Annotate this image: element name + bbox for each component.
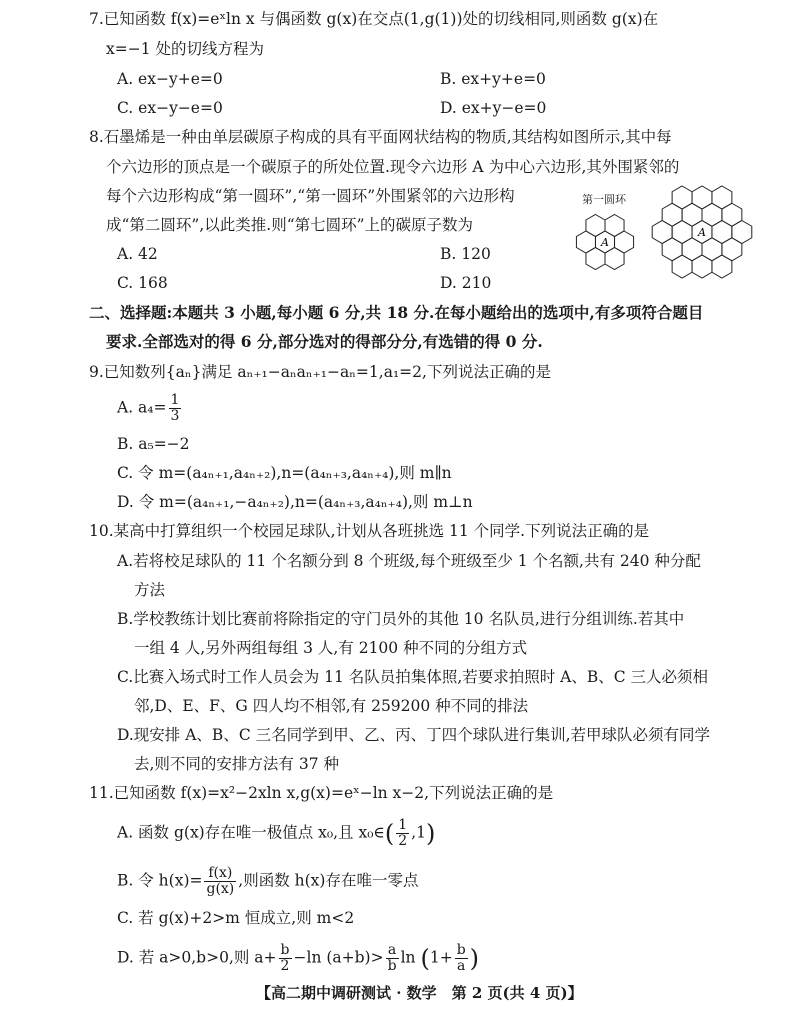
q11-option-b-denominator: g(x) (206, 881, 235, 897)
q8-option-a: A. 42 (117, 245, 158, 263)
q8-option-b: B. 120 (440, 245, 491, 263)
q11-option-d-numerator-3: b (456, 942, 466, 958)
q7-option-a: A. ex−y+e=0 (117, 70, 223, 88)
q11-option-d-denominator-2: b (387, 958, 397, 974)
q8-stem-line-2: 个六边形的顶点是一个碳原子的所处位置.现令六边形 A 为中心六边形,其外围紧邻的 (106, 158, 680, 176)
q9-option-a-numerator: 1 (170, 392, 180, 408)
q10-stem: 10.某高中打算组织一个校园足球队,计划从各班挑选 11 个同学.下列说法正确的是 (89, 522, 650, 540)
q8-stem-line-3: 每个六边形构成“第一圆环”,“第一圆环”外围紧邻的六边形构 (106, 187, 515, 205)
q10-option-a-line-2: 方法 (134, 581, 166, 599)
q9-option-a-prefix: A. a₄= (117, 398, 167, 417)
q10-option-d-line-1: D.现安排 A、B、C 三名同学到甲、乙、丙、丁四个球队进行集训,若甲球队必须有同学 (117, 726, 711, 744)
q11-option-d (117, 943, 479, 974)
q8-option-c: C. 168 (117, 274, 168, 292)
q10-option-b-line-1: B.学校教练计划比赛前将除指定的守门员外的其他 10 名队员,进行分组训练.若其中 (117, 610, 685, 628)
q11-option-d-fraction-3 (455, 943, 468, 974)
section-2-header-line-2: 要求.全部选对的得 6 分,部分选对的得部分分,有选错的得 0 分. (106, 332, 543, 351)
q11-option-b-fraction (204, 866, 236, 897)
q9-option-a-denominator: 3 (170, 408, 180, 424)
q9-option-b: B. a₅=−2 (117, 435, 190, 453)
q9-option-a-fraction (169, 393, 182, 424)
q11-option-a-fraction (396, 818, 409, 849)
q10-option-a-line-1: A.若将校足球队的 11 个名额分到 8 个班级,每个班级至少 1 个名额,共有 240 种分配 (117, 552, 701, 570)
hexagon-cell (615, 231, 634, 253)
q10-option-d-line-2: 去,则不同的安排方法有 37 种 (134, 755, 340, 773)
q9-option-a (117, 393, 183, 424)
q10-option-c-line-1: C.比赛入场式时工作人员会为 11 名队员拍集体照,若要求拍照时 A、B、C 三人必须相 (117, 668, 709, 686)
q11-option-d-fraction-1 (279, 943, 292, 974)
q11-option-d-denominator-3: a (456, 958, 466, 974)
q7-option-c: C. ex−y−e=0 (117, 99, 223, 117)
q11-option-a-close-paren: ) (426, 819, 436, 848)
q11-option-c: C. 若 g(x)+2>m 恒成立,则 m<2 (117, 909, 355, 927)
q11-option-d-ln: ln (400, 948, 416, 967)
q8-option-d: D. 210 (440, 274, 492, 292)
center-hexagon-label-small: A (601, 236, 609, 249)
q10-option-b-line-2: 一组 4 人,另外两组每组 3 人,有 2100 种不同的分组方式 (134, 639, 528, 657)
q11-option-d-numerator-2: a (386, 943, 399, 959)
q11-option-b-prefix: B. 令 h(x)= (117, 871, 203, 890)
q11-option-d-numerator-1: b (280, 942, 290, 958)
q9-option-c: C. 令 m=(a₄ₙ₊₁,a₄ₙ₊₂),n=(a₄ₙ₊₃,a₄ₙ₊₄),则 m∥n (117, 464, 452, 482)
q9-stem: 9.已知数列{aₙ}满足 aₙ₊₁−aₙaₙ₊₁−aₙ=1,a₁=2,下列说法正确的是 (89, 363, 551, 381)
center-hexagon-label-large: A (698, 226, 706, 239)
q11-option-b-suffix: ,则函数 h(x)存在唯一零点 (238, 871, 419, 890)
q8-stem-line-4: 成“第二圆环”,以此类推.则“第七圆环”上的碳原子数为 (106, 216, 474, 234)
q11-option-a-numerator: 1 (398, 817, 408, 833)
graphene-figure (568, 182, 788, 300)
q11-option-d-open-paren: ( (420, 944, 430, 973)
q7-option-d: D. ex+y−e=0 (440, 99, 547, 117)
figure-label-first-ring: 第一圆环 (582, 193, 626, 206)
q11-option-d-denominator-1: 2 (280, 958, 290, 974)
q11-option-d-inner: 1+ (429, 948, 453, 967)
q11-stem: 11.已知函数 f(x)=x²−2xln x,g(x)=eˣ−ln x−2,下列说法正确的是 (89, 784, 554, 802)
q11-option-b-numerator: f(x) (204, 866, 236, 882)
q11-option-d-middle: −ln (a+b)> (293, 948, 384, 967)
q11-option-b (117, 866, 418, 897)
q7-option-b: B. ex+y+e=0 (440, 70, 546, 88)
section-2-header-line-1: 二、选择题:本题共 3 小题,每小题 6 分,共 18 分.在每小题给出的选项中,有多项符合题目 (89, 303, 704, 322)
hexagon-cell (732, 221, 752, 244)
q11-option-d-prefix: D. 若 a>0,b>0,则 a+ (117, 948, 277, 967)
q11-option-d-fraction-2 (386, 943, 399, 974)
q7-stem-line-1: 7.已知函数 f(x)=eˣln x 与偶函数 g(x)在交点(1,g(1))处的切线相同,则函数 g(x)在 (89, 10, 659, 28)
q10-option-c-line-2: 邻,D、E、F、G 四人均不相邻,有 259200 种不同的排法 (134, 697, 529, 715)
q11-option-a-prefix: A. 函数 g(x)存在唯一极值点 x₀,且 x₀∈ (117, 823, 385, 842)
q11-option-a-open-paren: ( (384, 819, 395, 848)
q7-stem-line-2: x=−1 处的切线方程为 (106, 40, 265, 58)
q11-option-a-suffix: ,1 (411, 823, 426, 842)
q8-stem-line-1: 8.石墨烯是一种由单层碳原子构成的具有平面网状结构的物质,其结构如图所示,其中每 (89, 128, 672, 146)
q11-option-d-close-paren: ) (469, 944, 480, 973)
page-footer: 【高二期中调研测试 · 数学 第 2 页(共 4 页)】 (256, 984, 583, 1002)
q11-option-a (117, 818, 435, 849)
q11-option-a-denominator: 2 (398, 833, 408, 849)
q9-option-d: D. 令 m=(a₄ₙ₊₁,−a₄ₙ₊₂),n=(a₄ₙ₊₃,a₄ₙ₊₄),则 m⊥n (117, 493, 473, 511)
